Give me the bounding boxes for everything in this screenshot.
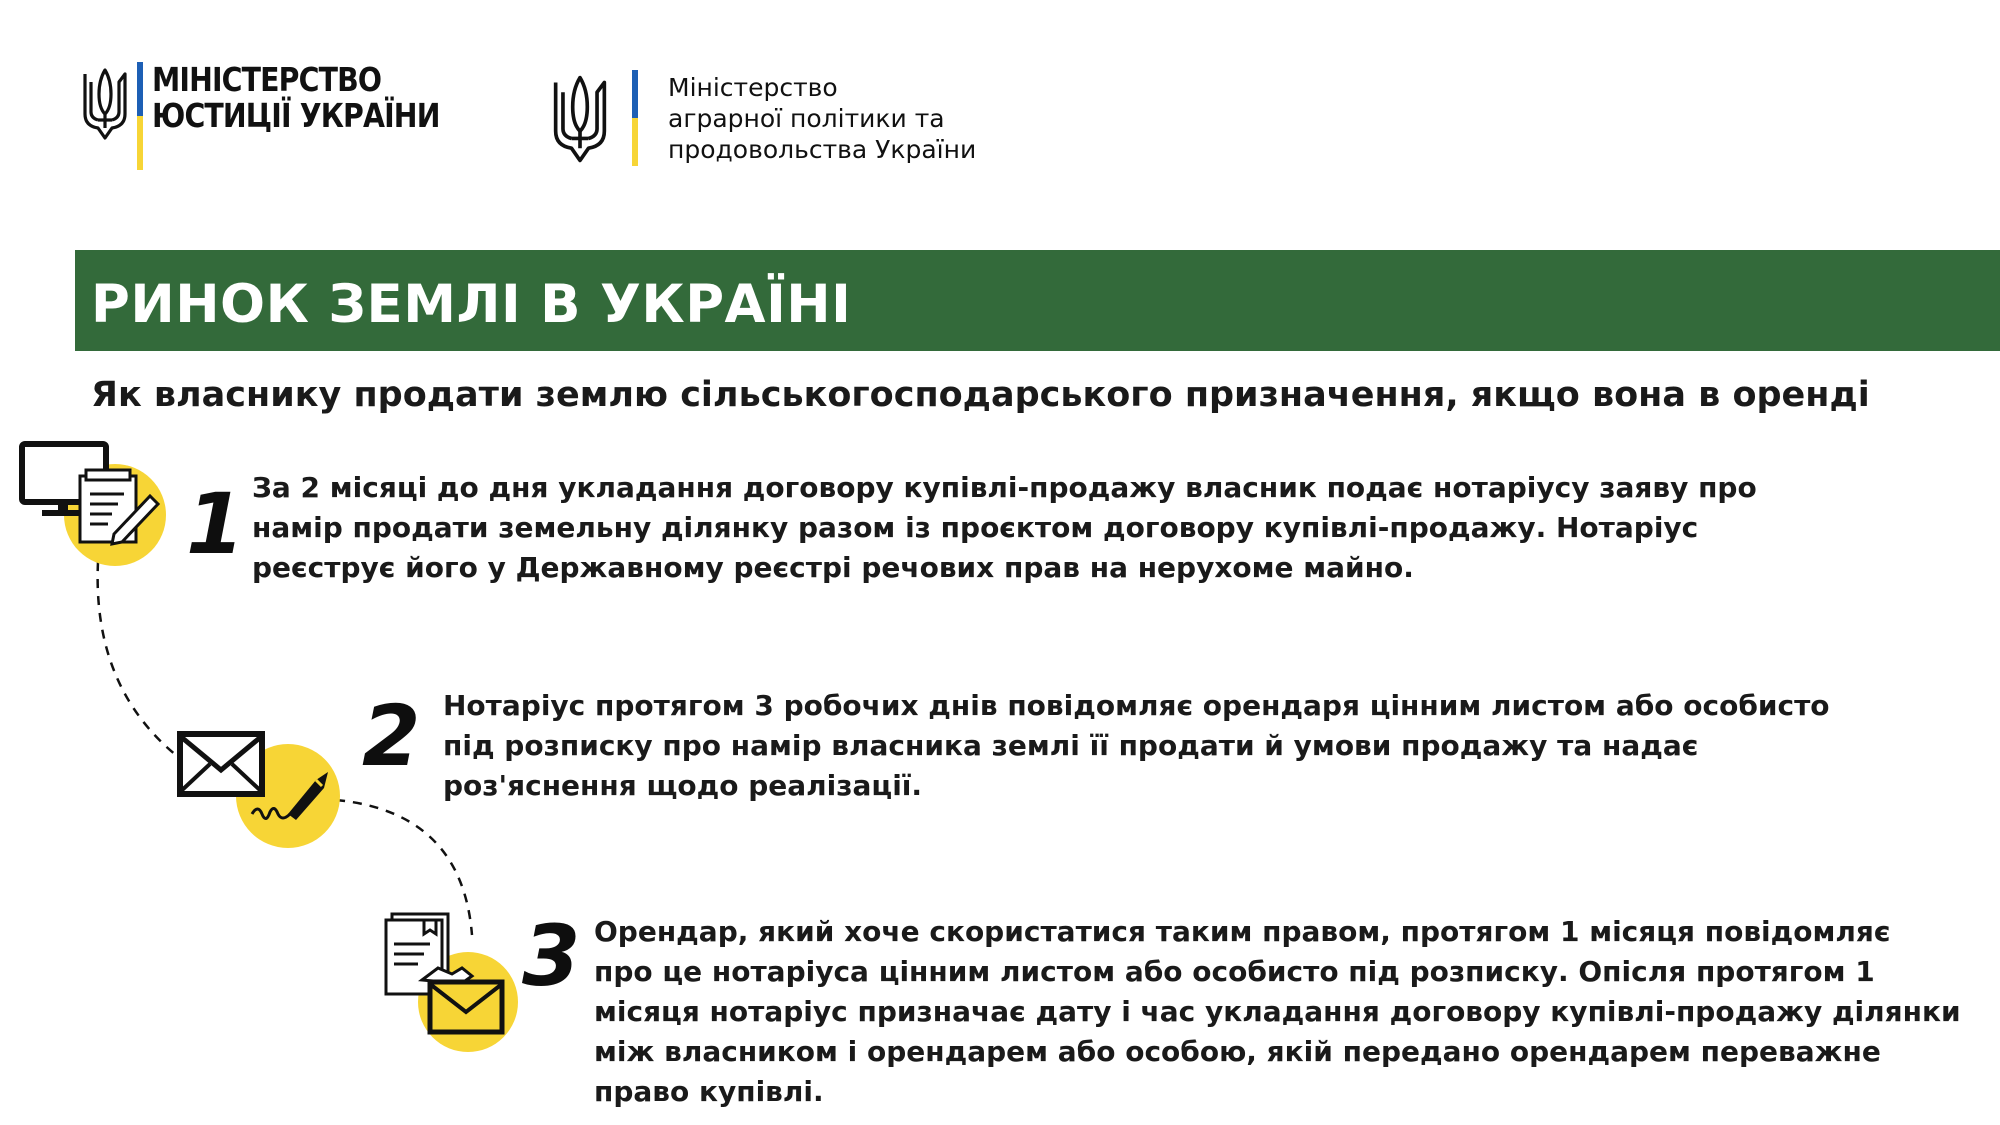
envelope-signature-pen-icon [176,730,342,840]
step-1-number: 1 [186,475,245,573]
ministry-agrarian-line1: Міністерство [668,73,838,102]
step-2-line-2: під розписку про намір власника землі її продати й умови продажу та надає [443,729,1699,762]
page-title: РИНОК ЗЕМЛІ В УКРАЇНІ [91,274,852,335]
ministry-agrarian-line3: продовольства України [668,135,977,164]
step-2-text [443,686,1830,806]
ministry-agrarian-line2: аграрної політики та [668,104,945,133]
step-3-line-4: між власником і орендарем або особою, якій передано орендарем переважне [594,1035,1881,1068]
step-2-line-3: роз'яснення щодо реалізації. [443,769,923,802]
documents-handshake-envelope-icon [382,910,522,1030]
step-3-text [594,912,1961,1112]
page-subtitle: Як власнику продати землю сільськогосподарського призначення, якщо вона в оренді [91,375,1870,415]
step-1-line-3: реєструє його у Державному реєстрі речових прав на нерухоме майно. [252,551,1414,584]
step-1-line-2: намір продати земельну ділянку разом із проєктом договору купівлі-продажу. Нотаріус [252,511,1699,544]
step-2-number: 2 [362,687,421,785]
ministry-justice-line2: ЮСТИЦІЇ УКРАЇНИ [152,96,440,135]
step-3-line-1: Орендар, який хоче скористатися таким правом, протягом 1 місяця повідомляє [594,915,1891,948]
step-1-text [252,468,1757,588]
computer-document-pen-icon [18,440,168,560]
step-3-line-5: право купівлі. [594,1075,824,1108]
step-3-line-2: про це нотаріуса цінним листом або особисто під розписку. Опісля протягом 1 [594,955,1875,988]
step-3-number: 3 [522,907,581,1005]
step-2-line-1: Нотаріус протягом 3 робочих днів повідомляє орендаря цінним листом або особисто [443,689,1830,722]
ministry-justice-line1: МІНІСТЕРСТВО [152,60,382,99]
step-3-line-3: місяця нотаріус призначає дату і час укладання договору купівлі-продажу ділянки [594,995,1961,1028]
step-1-line-1: За 2 місяці до дня укладання договору купівлі-продажу власник подає нотаріусу заяву про [252,471,1757,504]
